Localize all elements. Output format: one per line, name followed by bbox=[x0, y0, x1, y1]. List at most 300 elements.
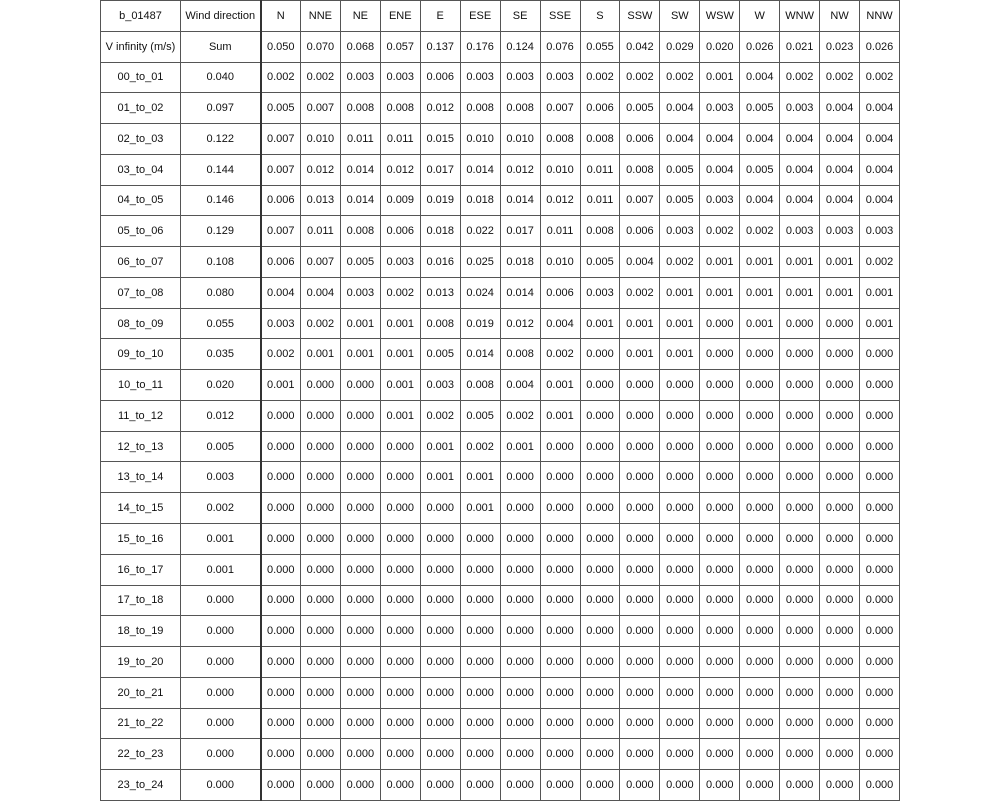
frequency-cell: 0.000 bbox=[860, 370, 900, 401]
frequency-cell: 0.000 bbox=[660, 493, 700, 524]
table-row bbox=[101, 370, 900, 401]
frequency-cell: 0.003 bbox=[700, 93, 740, 124]
frequency-cell: 0.000 bbox=[820, 400, 860, 431]
direction-header-wsw: WSW bbox=[700, 1, 740, 32]
frequency-cell: 0.000 bbox=[340, 739, 380, 770]
frequency-cell: 0.000 bbox=[540, 462, 580, 493]
direction-total: 0.026 bbox=[860, 31, 900, 62]
frequency-cell: 0.001 bbox=[700, 247, 740, 278]
frequency-cell: 0.003 bbox=[660, 216, 700, 247]
frequency-cell: 0.003 bbox=[820, 216, 860, 247]
frequency-cell: 0.006 bbox=[380, 216, 420, 247]
frequency-cell: 0.000 bbox=[740, 339, 780, 370]
row-sum: 0.000 bbox=[181, 677, 261, 708]
frequency-cell: 0.000 bbox=[420, 524, 460, 555]
frequency-cell: 0.001 bbox=[460, 493, 500, 524]
table-row bbox=[101, 708, 900, 739]
frequency-cell: 0.010 bbox=[300, 124, 340, 155]
frequency-cell: 0.004 bbox=[740, 185, 780, 216]
frequency-cell: 0.000 bbox=[540, 770, 580, 801]
frequency-cell: 0.000 bbox=[700, 400, 740, 431]
speed-bin-label: 07_to_08 bbox=[101, 277, 181, 308]
frequency-cell: 0.022 bbox=[460, 216, 500, 247]
frequency-cell: 0.012 bbox=[380, 154, 420, 185]
direction-header-w: W bbox=[740, 1, 780, 32]
frequency-cell: 0.000 bbox=[700, 616, 740, 647]
frequency-cell: 0.001 bbox=[420, 431, 460, 462]
direction-header-ne: NE bbox=[340, 1, 380, 32]
speed-label: V infinity (m/s) bbox=[101, 31, 181, 62]
frequency-cell: 0.000 bbox=[740, 770, 780, 801]
frequency-cell: 0.002 bbox=[820, 62, 860, 93]
frequency-cell: 0.005 bbox=[580, 247, 620, 278]
frequency-cell: 0.011 bbox=[540, 216, 580, 247]
frequency-cell: 0.000 bbox=[261, 431, 301, 462]
frequency-cell: 0.000 bbox=[261, 647, 301, 678]
speed-bin-label: 08_to_09 bbox=[101, 308, 181, 339]
frequency-cell: 0.000 bbox=[660, 677, 700, 708]
frequency-cell: 0.000 bbox=[460, 524, 500, 555]
frequency-cell: 0.004 bbox=[820, 154, 860, 185]
frequency-cell: 0.001 bbox=[820, 277, 860, 308]
frequency-cell: 0.000 bbox=[261, 677, 301, 708]
frequency-cell: 0.002 bbox=[261, 339, 301, 370]
row-sum: 0.000 bbox=[181, 616, 261, 647]
frequency-cell: 0.008 bbox=[460, 370, 500, 401]
frequency-cell: 0.000 bbox=[540, 431, 580, 462]
direction-header-nne: NNE bbox=[300, 1, 340, 32]
frequency-cell: 0.000 bbox=[780, 308, 820, 339]
direction-header-s: S bbox=[580, 1, 620, 32]
frequency-cell: 0.001 bbox=[860, 308, 900, 339]
table-row bbox=[101, 277, 900, 308]
frequency-cell: 0.000 bbox=[580, 370, 620, 401]
frequency-cell: 0.006 bbox=[540, 277, 580, 308]
frequency-cell: 0.000 bbox=[300, 493, 340, 524]
frequency-cell: 0.014 bbox=[340, 154, 380, 185]
frequency-cell: 0.004 bbox=[860, 185, 900, 216]
row-sum: 0.005 bbox=[181, 431, 261, 462]
frequency-cell: 0.002 bbox=[460, 431, 500, 462]
wind-frequency-table bbox=[100, 0, 900, 801]
frequency-cell: 0.000 bbox=[380, 739, 420, 770]
frequency-cell: 0.000 bbox=[340, 524, 380, 555]
frequency-cell: 0.010 bbox=[500, 124, 540, 155]
frequency-cell: 0.019 bbox=[460, 308, 500, 339]
row-sum: 0.035 bbox=[181, 339, 261, 370]
frequency-cell: 0.000 bbox=[860, 770, 900, 801]
table-row bbox=[101, 647, 900, 678]
frequency-cell: 0.000 bbox=[820, 770, 860, 801]
frequency-cell: 0.000 bbox=[340, 770, 380, 801]
direction-total: 0.070 bbox=[300, 31, 340, 62]
frequency-cell: 0.007 bbox=[540, 93, 580, 124]
frequency-cell: 0.000 bbox=[380, 462, 420, 493]
frequency-cell: 0.001 bbox=[740, 247, 780, 278]
direction-header-ese: ESE bbox=[460, 1, 500, 32]
frequency-cell: 0.000 bbox=[620, 493, 660, 524]
frequency-cell: 0.000 bbox=[860, 616, 900, 647]
frequency-cell: 0.007 bbox=[300, 247, 340, 278]
frequency-cell: 0.002 bbox=[580, 62, 620, 93]
frequency-cell: 0.000 bbox=[620, 554, 660, 585]
direction-header-se: SE bbox=[500, 1, 540, 32]
frequency-cell: 0.000 bbox=[460, 677, 500, 708]
frequency-cell: 0.001 bbox=[340, 339, 380, 370]
frequency-cell: 0.000 bbox=[860, 462, 900, 493]
frequency-cell: 0.001 bbox=[580, 308, 620, 339]
frequency-cell: 0.000 bbox=[620, 739, 660, 770]
row-sum: 0.003 bbox=[181, 462, 261, 493]
frequency-cell: 0.001 bbox=[780, 247, 820, 278]
frequency-cell: 0.008 bbox=[420, 308, 460, 339]
frequency-cell: 0.000 bbox=[860, 493, 900, 524]
direction-header-n: N bbox=[261, 1, 301, 32]
speed-bin-label: 13_to_14 bbox=[101, 462, 181, 493]
frequency-cell: 0.000 bbox=[580, 616, 620, 647]
frequency-cell: 0.000 bbox=[540, 585, 580, 616]
frequency-cell: 0.004 bbox=[261, 277, 301, 308]
row-sum: 0.001 bbox=[181, 524, 261, 555]
frequency-cell: 0.005 bbox=[261, 93, 301, 124]
direction-total: 0.050 bbox=[261, 31, 301, 62]
frequency-cell: 0.013 bbox=[420, 277, 460, 308]
frequency-cell: 0.018 bbox=[420, 216, 460, 247]
frequency-cell: 0.007 bbox=[300, 93, 340, 124]
frequency-cell: 0.000 bbox=[700, 493, 740, 524]
frequency-cell: 0.000 bbox=[780, 770, 820, 801]
frequency-cell: 0.000 bbox=[620, 462, 660, 493]
frequency-cell: 0.000 bbox=[261, 708, 301, 739]
speed-bin-label: 10_to_11 bbox=[101, 370, 181, 401]
frequency-cell: 0.000 bbox=[660, 739, 700, 770]
frequency-cell: 0.018 bbox=[500, 247, 540, 278]
frequency-cell: 0.000 bbox=[700, 770, 740, 801]
frequency-cell: 0.000 bbox=[620, 524, 660, 555]
frequency-cell: 0.000 bbox=[340, 677, 380, 708]
frequency-cell: 0.001 bbox=[620, 308, 660, 339]
frequency-cell: 0.000 bbox=[660, 370, 700, 401]
frequency-cell: 0.000 bbox=[261, 462, 301, 493]
frequency-cell: 0.008 bbox=[540, 124, 580, 155]
frequency-cell: 0.014 bbox=[460, 339, 500, 370]
frequency-cell: 0.000 bbox=[740, 431, 780, 462]
frequency-cell: 0.000 bbox=[820, 647, 860, 678]
direction-total: 0.055 bbox=[580, 31, 620, 62]
frequency-cell: 0.000 bbox=[660, 462, 700, 493]
frequency-cell: 0.000 bbox=[700, 677, 740, 708]
frequency-cell: 0.000 bbox=[580, 647, 620, 678]
frequency-cell: 0.002 bbox=[700, 216, 740, 247]
table-row bbox=[101, 339, 900, 370]
row-sum: 0.000 bbox=[181, 647, 261, 678]
row-sum: 0.146 bbox=[181, 185, 261, 216]
frequency-cell: 0.000 bbox=[340, 585, 380, 616]
frequency-cell: 0.000 bbox=[620, 770, 660, 801]
frequency-cell: 0.002 bbox=[860, 247, 900, 278]
frequency-cell: 0.011 bbox=[340, 124, 380, 155]
frequency-cell: 0.014 bbox=[340, 185, 380, 216]
frequency-cell: 0.000 bbox=[740, 462, 780, 493]
frequency-cell: 0.000 bbox=[380, 647, 420, 678]
frequency-cell: 0.000 bbox=[300, 554, 340, 585]
frequency-cell: 0.002 bbox=[380, 277, 420, 308]
frequency-cell: 0.000 bbox=[300, 708, 340, 739]
frequency-cell: 0.000 bbox=[580, 554, 620, 585]
frequency-cell: 0.001 bbox=[380, 370, 420, 401]
speed-bin-label: 22_to_23 bbox=[101, 739, 181, 770]
frequency-cell: 0.000 bbox=[460, 739, 500, 770]
frequency-cell: 0.000 bbox=[700, 554, 740, 585]
direction-total: 0.042 bbox=[620, 31, 660, 62]
frequency-cell: 0.000 bbox=[660, 554, 700, 585]
frequency-cell: 0.005 bbox=[740, 154, 780, 185]
frequency-cell: 0.000 bbox=[780, 585, 820, 616]
speed-bin-label: 02_to_03 bbox=[101, 124, 181, 155]
frequency-cell: 0.004 bbox=[820, 124, 860, 155]
frequency-cell: 0.011 bbox=[580, 154, 620, 185]
frequency-cell: 0.000 bbox=[660, 616, 700, 647]
row-sum: 0.122 bbox=[181, 124, 261, 155]
frequency-cell: 0.000 bbox=[261, 400, 301, 431]
row-sum: 0.012 bbox=[181, 400, 261, 431]
frequency-cell: 0.001 bbox=[420, 462, 460, 493]
direction-total: 0.137 bbox=[420, 31, 460, 62]
frequency-cell: 0.000 bbox=[700, 431, 740, 462]
speed-bin-label: 11_to_12 bbox=[101, 400, 181, 431]
frequency-cell: 0.000 bbox=[820, 708, 860, 739]
frequency-cell: 0.024 bbox=[460, 277, 500, 308]
speed-bin-label: 14_to_15 bbox=[101, 493, 181, 524]
frequency-cell: 0.003 bbox=[340, 277, 380, 308]
frequency-cell: 0.003 bbox=[340, 62, 380, 93]
frequency-cell: 0.004 bbox=[860, 93, 900, 124]
frequency-cell: 0.000 bbox=[340, 493, 380, 524]
frequency-cell: 0.004 bbox=[660, 93, 700, 124]
direction-total: 0.057 bbox=[380, 31, 420, 62]
frequency-cell: 0.004 bbox=[540, 308, 580, 339]
frequency-cell: 0.008 bbox=[620, 154, 660, 185]
frequency-cell: 0.000 bbox=[460, 585, 500, 616]
frequency-cell: 0.004 bbox=[300, 277, 340, 308]
frequency-cell: 0.000 bbox=[300, 462, 340, 493]
frequency-cell: 0.000 bbox=[700, 462, 740, 493]
frequency-cell: 0.004 bbox=[620, 247, 660, 278]
frequency-cell: 0.000 bbox=[420, 616, 460, 647]
frequency-cell: 0.000 bbox=[380, 708, 420, 739]
frequency-cell: 0.000 bbox=[740, 677, 780, 708]
frequency-cell: 0.000 bbox=[780, 431, 820, 462]
row-sum: 0.000 bbox=[181, 770, 261, 801]
frequency-cell: 0.012 bbox=[500, 154, 540, 185]
frequency-cell: 0.000 bbox=[460, 616, 500, 647]
frequency-cell: 0.000 bbox=[660, 400, 700, 431]
frequency-cell: 0.000 bbox=[340, 431, 380, 462]
frequency-cell: 0.000 bbox=[620, 647, 660, 678]
frequency-cell: 0.000 bbox=[780, 339, 820, 370]
frequency-cell: 0.008 bbox=[460, 93, 500, 124]
frequency-cell: 0.000 bbox=[380, 616, 420, 647]
frequency-cell: 0.000 bbox=[700, 647, 740, 678]
frequency-cell: 0.000 bbox=[420, 677, 460, 708]
frequency-cell: 0.008 bbox=[380, 93, 420, 124]
frequency-cell: 0.000 bbox=[820, 493, 860, 524]
frequency-cell: 0.014 bbox=[500, 277, 540, 308]
table-row bbox=[101, 93, 900, 124]
frequency-cell: 0.003 bbox=[860, 216, 900, 247]
direction-total: 0.076 bbox=[540, 31, 580, 62]
direction-total: 0.023 bbox=[820, 31, 860, 62]
frequency-cell: 0.017 bbox=[500, 216, 540, 247]
frequency-cell: 0.000 bbox=[820, 524, 860, 555]
frequency-cell: 0.004 bbox=[700, 154, 740, 185]
frequency-cell: 0.001 bbox=[660, 277, 700, 308]
frequency-cell: 0.000 bbox=[580, 585, 620, 616]
row-sum: 0.144 bbox=[181, 154, 261, 185]
frequency-cell: 0.000 bbox=[580, 400, 620, 431]
speed-bin-label: 05_to_06 bbox=[101, 216, 181, 247]
frequency-cell: 0.008 bbox=[580, 124, 620, 155]
frequency-cell: 0.000 bbox=[620, 370, 660, 401]
frequency-cell: 0.002 bbox=[300, 308, 340, 339]
direction-header-nw: NW bbox=[820, 1, 860, 32]
frequency-cell: 0.007 bbox=[620, 185, 660, 216]
frequency-cell: 0.005 bbox=[340, 247, 380, 278]
table-row bbox=[101, 677, 900, 708]
header-row bbox=[101, 1, 900, 32]
frequency-cell: 0.001 bbox=[740, 308, 780, 339]
frequency-cell: 0.003 bbox=[420, 370, 460, 401]
frequency-cell: 0.001 bbox=[660, 339, 700, 370]
direction-total: 0.176 bbox=[460, 31, 500, 62]
frequency-cell: 0.004 bbox=[740, 124, 780, 155]
frequency-cell: 0.011 bbox=[580, 185, 620, 216]
frequency-cell: 0.000 bbox=[420, 770, 460, 801]
frequency-cell: 0.000 bbox=[620, 431, 660, 462]
table-row bbox=[101, 216, 900, 247]
frequency-cell: 0.000 bbox=[300, 524, 340, 555]
frequency-cell: 0.002 bbox=[420, 400, 460, 431]
table-row bbox=[101, 770, 900, 801]
frequency-cell: 0.005 bbox=[660, 154, 700, 185]
direction-total: 0.020 bbox=[700, 31, 740, 62]
frequency-cell: 0.012 bbox=[300, 154, 340, 185]
frequency-cell: 0.000 bbox=[500, 708, 540, 739]
frequency-cell: 0.000 bbox=[540, 677, 580, 708]
frequency-cell: 0.000 bbox=[860, 339, 900, 370]
wind-direction-label: Wind direction bbox=[181, 1, 261, 32]
frequency-cell: 0.002 bbox=[500, 400, 540, 431]
frequency-cell: 0.004 bbox=[700, 124, 740, 155]
frequency-cell: 0.000 bbox=[420, 647, 460, 678]
frequency-cell: 0.000 bbox=[580, 524, 620, 555]
frequency-cell: 0.000 bbox=[860, 431, 900, 462]
frequency-cell: 0.000 bbox=[700, 370, 740, 401]
frequency-cell: 0.000 bbox=[500, 462, 540, 493]
speed-bin-label: 20_to_21 bbox=[101, 677, 181, 708]
frequency-cell: 0.003 bbox=[780, 216, 820, 247]
frequency-cell: 0.012 bbox=[420, 93, 460, 124]
table-row bbox=[101, 400, 900, 431]
frequency-cell: 0.000 bbox=[620, 616, 660, 647]
frequency-cell: 0.000 bbox=[660, 708, 700, 739]
table-row bbox=[101, 524, 900, 555]
frequency-cell: 0.000 bbox=[580, 708, 620, 739]
table-row bbox=[101, 462, 900, 493]
frequency-cell: 0.000 bbox=[500, 647, 540, 678]
frequency-cell: 0.000 bbox=[300, 616, 340, 647]
frequency-cell: 0.001 bbox=[340, 308, 380, 339]
frequency-cell: 0.000 bbox=[700, 708, 740, 739]
frequency-cell: 0.014 bbox=[460, 154, 500, 185]
row-sum: 0.055 bbox=[181, 308, 261, 339]
frequency-cell: 0.000 bbox=[700, 524, 740, 555]
frequency-cell: 0.000 bbox=[380, 770, 420, 801]
frequency-cell: 0.000 bbox=[300, 400, 340, 431]
row-sum: 0.097 bbox=[181, 93, 261, 124]
frequency-cell: 0.000 bbox=[300, 770, 340, 801]
frequency-cell: 0.000 bbox=[300, 370, 340, 401]
frequency-cell: 0.000 bbox=[820, 308, 860, 339]
frequency-cell: 0.004 bbox=[780, 154, 820, 185]
frequency-cell: 0.014 bbox=[500, 185, 540, 216]
speed-bin-label: 00_to_01 bbox=[101, 62, 181, 93]
frequency-cell: 0.000 bbox=[780, 616, 820, 647]
speed-bin-label: 21_to_22 bbox=[101, 708, 181, 739]
frequency-cell: 0.000 bbox=[660, 770, 700, 801]
frequency-cell: 0.000 bbox=[540, 739, 580, 770]
row-sum: 0.001 bbox=[181, 554, 261, 585]
frequency-cell: 0.000 bbox=[740, 493, 780, 524]
frequency-cell: 0.006 bbox=[261, 247, 301, 278]
frequency-cell: 0.000 bbox=[820, 431, 860, 462]
frequency-cell: 0.003 bbox=[261, 308, 301, 339]
frequency-cell: 0.011 bbox=[380, 124, 420, 155]
row-sum: 0.002 bbox=[181, 493, 261, 524]
frequency-cell: 0.007 bbox=[261, 124, 301, 155]
frequency-cell: 0.000 bbox=[740, 370, 780, 401]
frequency-cell: 0.000 bbox=[300, 431, 340, 462]
frequency-cell: 0.000 bbox=[700, 585, 740, 616]
table-row bbox=[101, 554, 900, 585]
table-row bbox=[101, 616, 900, 647]
frequency-cell: 0.000 bbox=[500, 493, 540, 524]
row-sum: 0.040 bbox=[181, 62, 261, 93]
row-sum: 0.020 bbox=[181, 370, 261, 401]
row-sum: 0.108 bbox=[181, 247, 261, 278]
frequency-cell: 0.016 bbox=[420, 247, 460, 278]
frequency-cell: 0.000 bbox=[820, 585, 860, 616]
frequency-cell: 0.000 bbox=[380, 677, 420, 708]
frequency-cell: 0.000 bbox=[261, 616, 301, 647]
frequency-cell: 0.000 bbox=[780, 647, 820, 678]
frequency-cell: 0.000 bbox=[540, 708, 580, 739]
speed-bin-label: 04_to_05 bbox=[101, 185, 181, 216]
frequency-cell: 0.005 bbox=[660, 185, 700, 216]
frequency-cell: 0.002 bbox=[780, 62, 820, 93]
frequency-cell: 0.000 bbox=[540, 524, 580, 555]
frequency-cell: 0.000 bbox=[740, 400, 780, 431]
frequency-cell: 0.000 bbox=[540, 616, 580, 647]
frequency-cell: 0.000 bbox=[380, 524, 420, 555]
frequency-cell: 0.003 bbox=[780, 93, 820, 124]
frequency-cell: 0.001 bbox=[540, 400, 580, 431]
direction-header-sw: SW bbox=[660, 1, 700, 32]
frequency-cell: 0.000 bbox=[860, 739, 900, 770]
frequency-cell: 0.000 bbox=[700, 339, 740, 370]
frequency-cell: 0.000 bbox=[340, 462, 380, 493]
frequency-cell: 0.017 bbox=[420, 154, 460, 185]
